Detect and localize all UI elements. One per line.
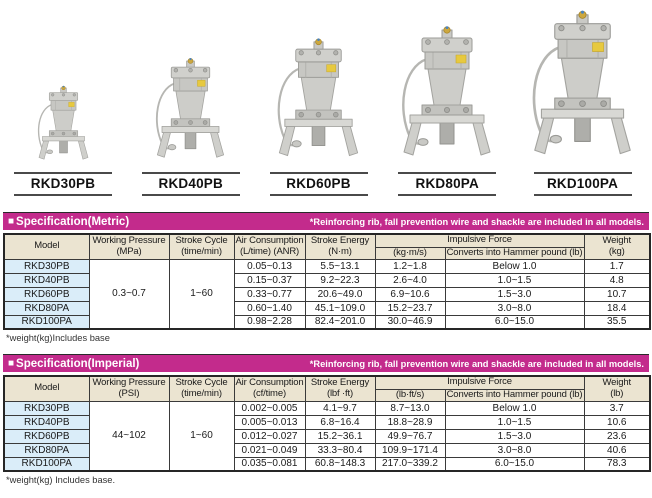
cell-model: RKD80PA xyxy=(4,301,89,315)
cell-air-consumption: 0.002~0.005 xyxy=(234,401,305,415)
col-subheader-hammer: Converts into Hammer pound (lb) xyxy=(446,389,583,400)
section-bullet-icon: ■ xyxy=(8,357,15,369)
section-title-text: Specification(Metric) xyxy=(16,215,130,228)
cell-weight: 10.7 xyxy=(584,287,650,301)
product-rkd80pa xyxy=(397,25,497,196)
cell-model: RKD80PA xyxy=(4,443,89,457)
product-rkd100pa xyxy=(527,9,638,196)
cell-model: RKD40PB xyxy=(4,273,89,287)
cell-air-consumption: 0.98~2.28 xyxy=(234,315,305,329)
cell-stroke-energy: 4.1~9.7 xyxy=(305,401,375,415)
col-header-stroke-energy: Stroke Energy (lbf ·ft) xyxy=(305,376,375,401)
knocker-illustration xyxy=(527,9,638,165)
spec-row xyxy=(4,259,650,273)
cell-air-consumption: 0.33~0.77 xyxy=(234,287,305,301)
col-header-working-pressure: Working Pressure (MPa) xyxy=(89,234,169,259)
section-note: *Reinforcing rib, fall prevention wire and shackle are included in all models. xyxy=(309,358,644,369)
cell-impulse: 217.0~339.2 xyxy=(375,457,445,471)
col-header-impulsive-force: Impulsive Force xyxy=(375,376,584,389)
spec-section-imperial xyxy=(3,354,649,485)
cell-impulse: 15.2~23.7 xyxy=(375,301,445,315)
cell-hammer: 3.0~8.0 xyxy=(445,301,584,315)
cell-air-consumption: 0.60~1.40 xyxy=(234,301,305,315)
product-model-label: RKD80PA xyxy=(398,172,496,196)
section-title-text: Specification(Imperial) xyxy=(16,357,140,370)
col-header-working-pressure: Working Pressure (PSI) xyxy=(89,376,169,401)
spec-table-imperial xyxy=(3,375,651,472)
cell-stroke-cycle: 1~60 xyxy=(169,259,234,329)
cell-stroke-energy: 45.1~109.0 xyxy=(305,301,375,315)
col-subheader-impulse-unit: (kg·m/s) xyxy=(375,247,445,259)
cell-stroke-energy: 5.5~13.1 xyxy=(305,259,375,273)
product-photo-rkd80pa xyxy=(397,25,497,165)
cell-model: RKD40PB xyxy=(4,415,89,429)
knocker-illustration xyxy=(152,57,229,165)
cell-stroke-energy: 6.8~16.4 xyxy=(305,415,375,429)
col-header-air-consumption: Air Consumption (cf/time) xyxy=(234,376,305,401)
col-header-air-consumption: Air Consumption (L/time) (ANR) xyxy=(234,234,305,259)
cell-impulse: 49.9~76.7 xyxy=(375,429,445,443)
section-bar-metric xyxy=(3,212,649,230)
spec-table-metric xyxy=(3,233,651,330)
cell-air-consumption: 0.021~0.049 xyxy=(234,443,305,457)
cell-working-pressure: 44~102 xyxy=(89,401,169,471)
cell-hammer: 6.0~15.0 xyxy=(445,457,584,471)
cell-stroke-cycle: 1~60 xyxy=(169,401,234,471)
product-rkd60pb xyxy=(270,37,368,196)
product-model-label: RKD40PB xyxy=(142,172,240,196)
cell-air-consumption: 0.035~0.081 xyxy=(234,457,305,471)
section-title-metric xyxy=(8,216,129,228)
cell-air-consumption: 0.05~0.13 xyxy=(234,259,305,273)
cell-stroke-energy: 82.4~201.0 xyxy=(305,315,375,329)
cell-impulse: 1.2~1.8 xyxy=(375,259,445,273)
section-title-imperial xyxy=(8,358,139,370)
knocker-illustration xyxy=(397,25,497,165)
cell-air-consumption: 0.005~0.013 xyxy=(234,415,305,429)
product-photo-rkd40pb xyxy=(152,57,229,165)
cell-weight: 1.7 xyxy=(584,259,650,273)
spec-section-metric xyxy=(3,212,649,343)
cell-hammer: Below 1.0 xyxy=(445,259,584,273)
cell-hammer: Below 1.0 xyxy=(445,401,584,415)
col-subheader-impulse-unit: (lb·ft/s) xyxy=(375,389,445,401)
col-header-weight: Weight (kg) xyxy=(584,234,650,259)
col-subheader-hammer: Converts into Hammer pound (lb) xyxy=(446,247,583,258)
col-header-weight: Weight (lb) xyxy=(584,376,650,401)
cell-weight: 3.7 xyxy=(584,401,650,415)
section-note: *Reinforcing rib, fall prevention wire and shackle are included in all models. xyxy=(309,216,644,227)
cell-hammer: 6.0~15.0 xyxy=(445,315,584,329)
cell-stroke-energy: 20.6~49.0 xyxy=(305,287,375,301)
cell-impulse: 8.7~13.0 xyxy=(375,401,445,415)
product-photo-rkd30pb xyxy=(35,85,92,165)
cell-model: RKD60PB xyxy=(4,287,89,301)
section-bar-imperial xyxy=(3,354,649,372)
cell-hammer: 1.5~3.0 xyxy=(445,287,584,301)
col-header-model: Model xyxy=(4,376,89,401)
table-footnote-metric: *weight(kg)Includes base xyxy=(6,333,110,343)
cell-model: RKD30PB xyxy=(4,401,89,415)
cell-air-consumption: 0.15~0.37 xyxy=(234,273,305,287)
table-footnote-imperial: *weight(kg) Includes base. xyxy=(6,475,116,485)
cell-impulse: 30.0~46.9 xyxy=(375,315,445,329)
product-rkd40pb xyxy=(142,57,240,196)
cell-hammer: 1.5~3.0 xyxy=(445,429,584,443)
spec-row xyxy=(4,401,650,415)
knocker-illustration xyxy=(273,37,364,165)
knocker-illustration xyxy=(35,85,92,165)
cell-model: RKD100PA xyxy=(4,457,89,471)
product-gallery xyxy=(0,0,652,196)
product-photo-rkd60pb xyxy=(273,37,364,165)
cell-weight: 78.3 xyxy=(584,457,650,471)
cell-model: RKD30PB xyxy=(4,259,89,273)
cell-weight: 23.6 xyxy=(584,429,650,443)
col-header-stroke-energy: Stroke Energy (N·m) xyxy=(305,234,375,259)
col-header-stroke-cycle: Stroke Cycle (time/min) xyxy=(169,234,234,259)
product-rkd30pb xyxy=(14,85,112,196)
cell-hammer: 1.0~1.5 xyxy=(445,273,584,287)
cell-weight: 10.6 xyxy=(584,415,650,429)
product-model-label: RKD30PB xyxy=(14,172,112,196)
cell-impulse: 6.9~10.6 xyxy=(375,287,445,301)
col-header-stroke-cycle: Stroke Cycle (time/min) xyxy=(169,376,234,401)
cell-working-pressure: 0.3~0.7 xyxy=(89,259,169,329)
cell-model: RKD60PB xyxy=(4,429,89,443)
cell-hammer: 1.0~1.5 xyxy=(445,415,584,429)
cell-impulse: 109.9~171.4 xyxy=(375,443,445,457)
cell-model: RKD100PA xyxy=(4,315,89,329)
cell-impulse: 2.6~4.0 xyxy=(375,273,445,287)
cell-hammer: 3.0~8.0 xyxy=(445,443,584,457)
cell-weight: 40.6 xyxy=(584,443,650,457)
cell-stroke-energy: 33.3~80.4 xyxy=(305,443,375,457)
cell-weight: 18.4 xyxy=(584,301,650,315)
product-model-label: RKD100PA xyxy=(534,172,632,196)
col-header-impulsive-force: Impulsive Force xyxy=(375,234,584,247)
product-photo-rkd100pa xyxy=(527,9,638,165)
cell-impulse: 18.8~28.9 xyxy=(375,415,445,429)
cell-stroke-energy: 60.8~148.3 xyxy=(305,457,375,471)
cell-weight: 4.8 xyxy=(584,273,650,287)
product-model-label: RKD60PB xyxy=(270,172,368,196)
cell-weight: 35.5 xyxy=(584,315,650,329)
cell-stroke-energy: 15.2~36.1 xyxy=(305,429,375,443)
section-bullet-icon: ■ xyxy=(8,215,15,227)
cell-air-consumption: 0.012~0.027 xyxy=(234,429,305,443)
cell-stroke-energy: 9.2~22.3 xyxy=(305,273,375,287)
col-header-model: Model xyxy=(4,234,89,259)
